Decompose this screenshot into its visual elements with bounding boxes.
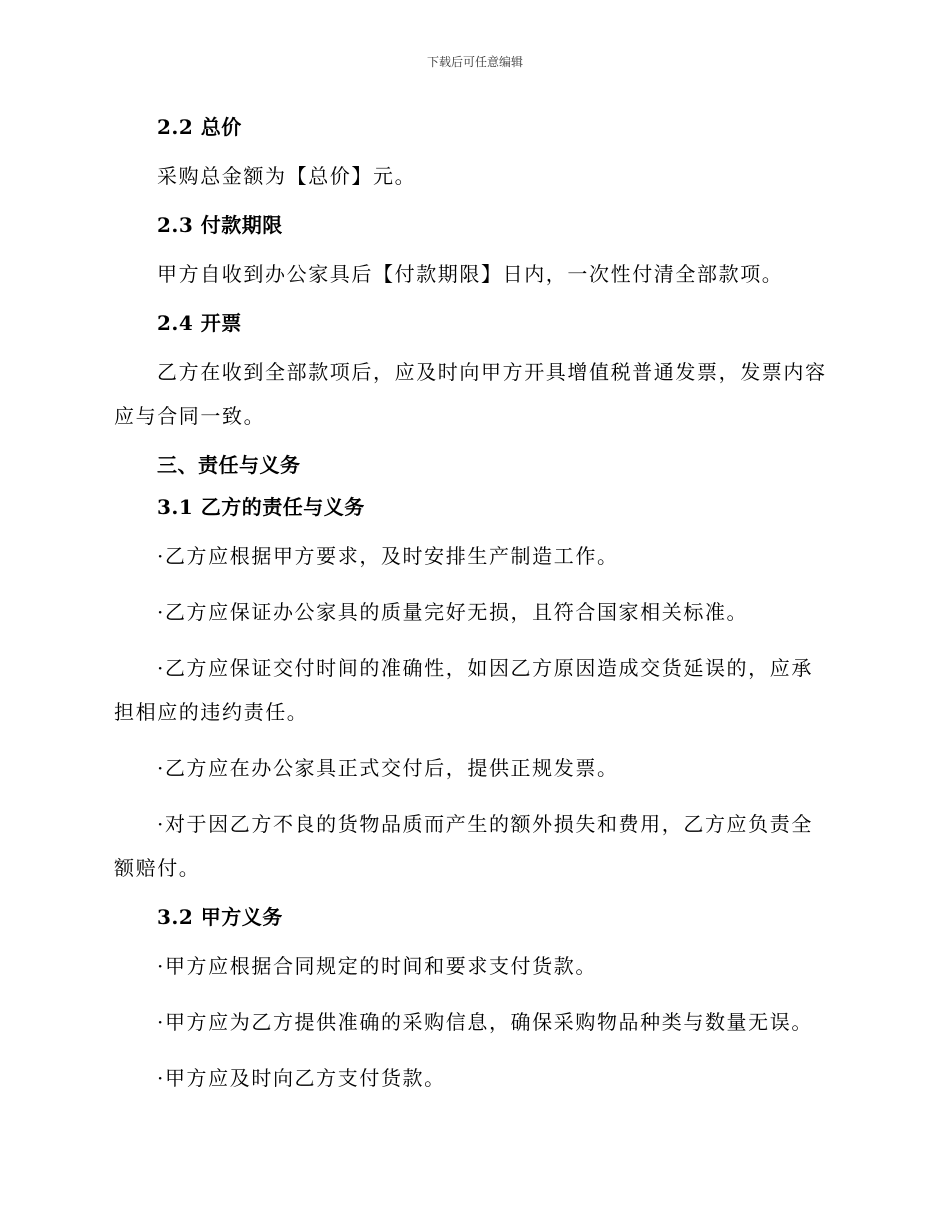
- paragraph-total-price: 采购总金额为【总价】元。: [157, 164, 417, 188]
- list-item-party-b-4: ·乙方应在办公家具正式交付后，提供正规发票。: [157, 756, 619, 780]
- list-item-party-a-2: ·甲方应为乙方提供准确的采购信息，确保采购物品种类与数量无误。: [157, 1010, 813, 1034]
- document-body: [114, 112, 834, 1100]
- list-item-party-b-3: ·乙方应保证交付时间的准确性，如因乙方原因造成交货延误的，应承担相应的违约责任。: [114, 656, 813, 724]
- list-item-party-a-1: ·甲方应根据合同规定的时间和要求支付货款。: [157, 954, 597, 978]
- page-header: 下载后可任意编辑: [426, 55, 523, 69]
- list-item-party-b-2: ·乙方应保证办公家具的质量完好无损，且符合国家相关标准。: [157, 600, 749, 624]
- paragraph-payment-term: 甲方自收到办公家具后【付款期限】日内，一次性付清全部款项。: [157, 262, 784, 286]
- paragraph-invoice: 乙方在收到全部款项后，应及时向甲方开具增值税普通发票，发票内容应与合同一致。: [114, 360, 827, 428]
- heading-2-4: 2.4 开票: [157, 311, 242, 335]
- list-item-party-b-5: ·对于因乙方不良的货物品质而产生的额外损失和费用，乙方应负责全额赔付。: [114, 812, 813, 880]
- heading-2-3: 2.3 付款期限: [157, 213, 283, 237]
- heading-section-3: 三、责任与义务: [157, 453, 301, 477]
- heading-3-1: 3.1 乙方的责任与义务: [157, 495, 365, 519]
- list-item-party-a-3: ·甲方应及时向乙方支付货款。: [157, 1066, 446, 1090]
- list-item-party-b-1: ·乙方应根据甲方要求，及时安排生产制造工作。: [157, 544, 619, 568]
- heading-3-2: 3.2 甲方义务: [157, 905, 283, 929]
- heading-2-2: 2.2 总价: [157, 115, 242, 139]
